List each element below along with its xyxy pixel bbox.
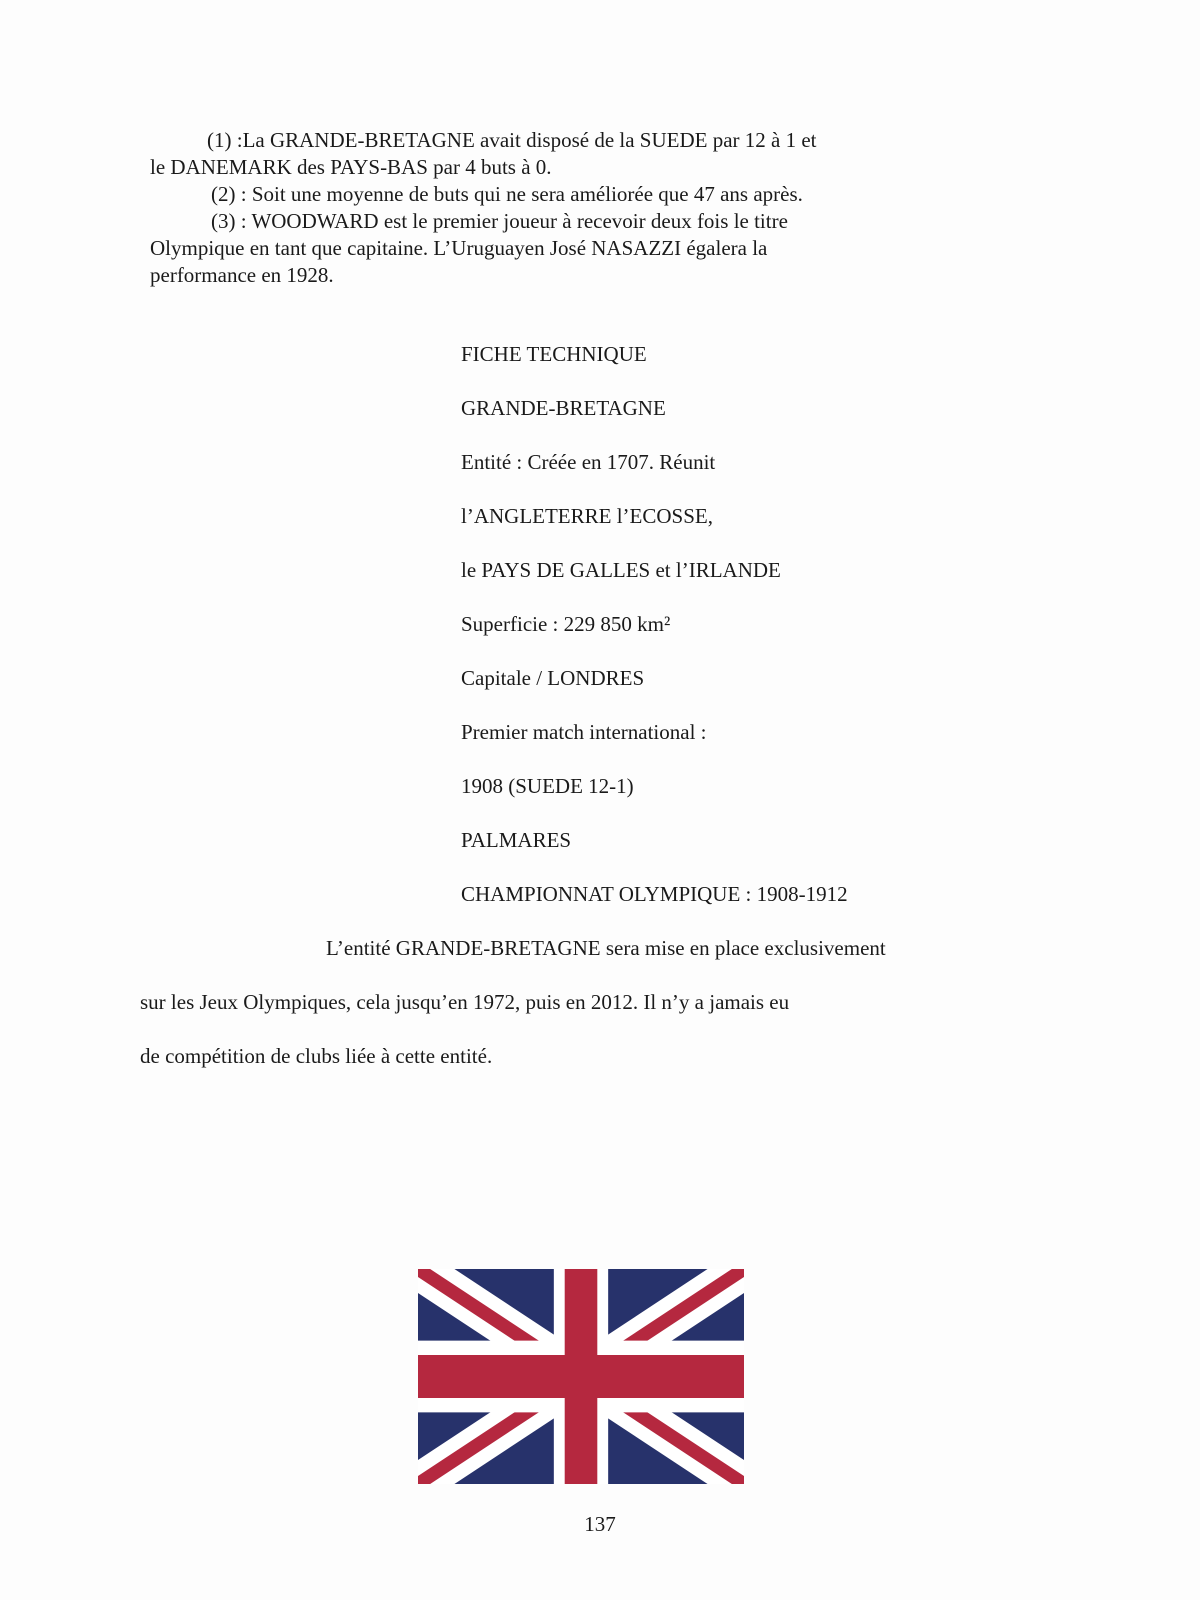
footnote-3-line-2: Olympique en tant que capitaine. L’Uruguayen José NASAZZI égalera la — [150, 236, 768, 260]
entity-line-3: le PAYS DE GALLES et l’IRLANDE — [461, 558, 781, 582]
entity-line-2: l’ANGLETERRE l’ECOSSE, — [461, 504, 713, 528]
footnote-2: (2) : Soit une moyenne de buts qui ne sera améliorée que 47 ans après. — [211, 182, 803, 206]
page-number: 137 — [584, 1512, 616, 1536]
footnote-1-line-2: le DANEMARK des PAYS-BAS par 4 buts à 0. — [150, 155, 552, 179]
capital: Capitale / LONDRES — [461, 666, 645, 690]
palmares-value: CHAMPIONNAT OLYMPIQUE : 1908-1912 — [461, 882, 848, 906]
entity-line-1: Entité : Créée en 1707. Réunit — [461, 450, 716, 474]
area: Superficie : 229 850 km² — [461, 612, 671, 636]
closing-paragraph-line-3: de compétition de clubs liée à cette entité. — [140, 1044, 493, 1068]
first-match-label: Premier match international : — [461, 720, 707, 744]
footnote-3-line-1: (3) : WOODWARD est le premier joueur à recevoir deux fois le titre — [211, 209, 788, 233]
footnote-3-line-3: performance en 1928. — [150, 263, 334, 287]
footnote-1-line-1: (1) :La GRANDE-BRETAGNE avait disposé de la SUEDE par 12 à 1 et — [207, 128, 817, 152]
closing-paragraph-line-1: L’entité GRANDE-BRETAGNE sera mise en place exclusivement — [326, 936, 886, 960]
fiche-technique-heading: FICHE TECHNIQUE — [461, 342, 647, 366]
country-name: GRANDE-BRETAGNE — [461, 396, 666, 420]
union-jack-flag-icon — [418, 1269, 744, 1484]
palmares-heading: PALMARES — [461, 828, 572, 852]
closing-paragraph-line-2: sur les Jeux Olympiques, cela jusqu’en 1972, puis en 2012. Il n’y a jamais eu — [140, 990, 790, 1014]
first-match-value: 1908 (SUEDE 12-1) — [461, 774, 634, 798]
